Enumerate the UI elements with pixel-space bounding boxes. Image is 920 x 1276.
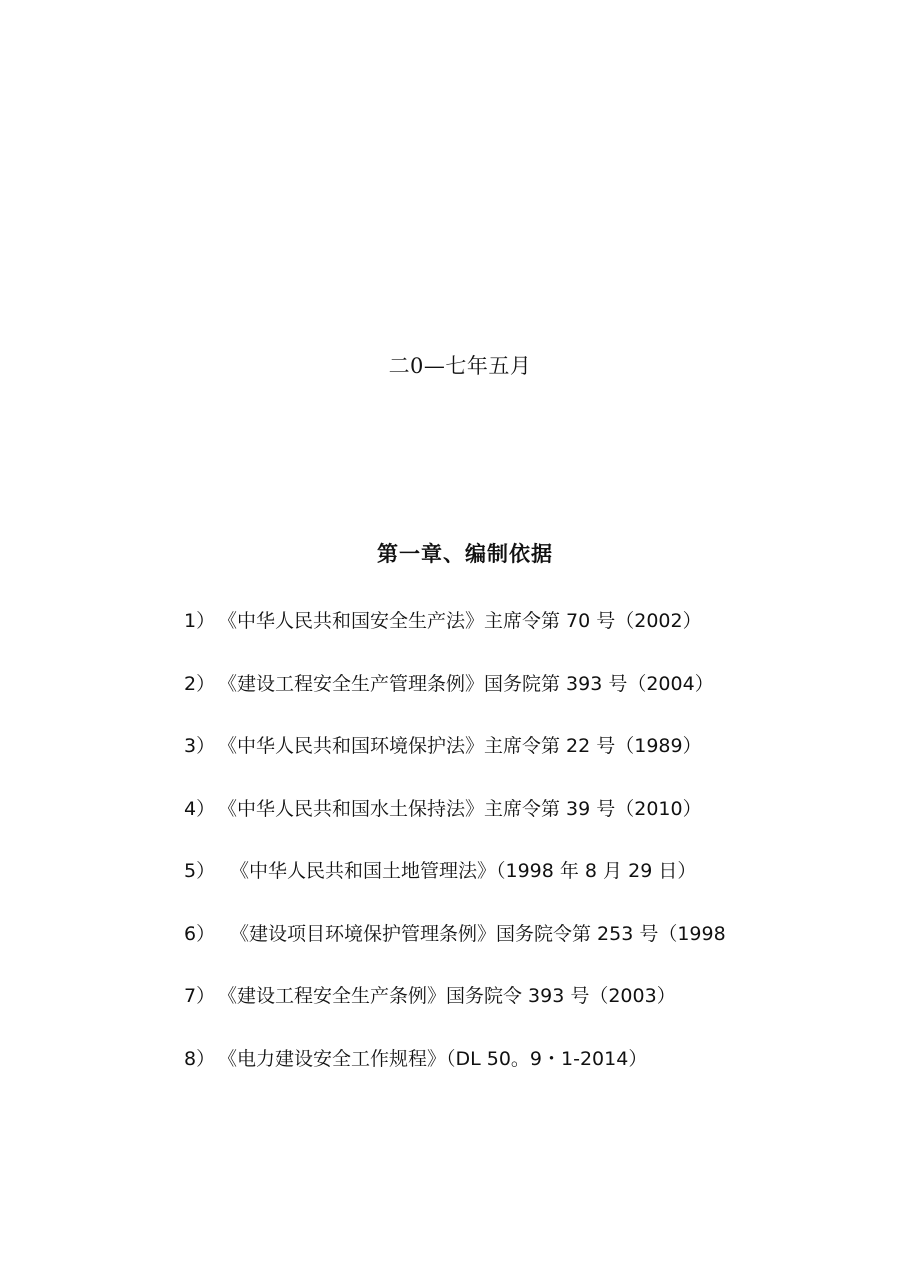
chapter-heading: 第一章、编制依据 — [377, 542, 553, 566]
reference-list — [184, 606, 884, 1106]
reference-number: 5） — [184, 860, 216, 882]
reference-item — [184, 794, 884, 857]
reference-text: 《中华人民共和国环境保护法》主席令第 22 号（1989） — [218, 735, 702, 757]
reference-number: 4） — [184, 797, 216, 820]
reference-number: 3） — [184, 735, 216, 757]
reference-item — [184, 919, 884, 982]
reference-number: 1） — [184, 610, 216, 632]
reference-item — [184, 856, 884, 919]
reference-text: 《电力建设安全工作规程》（DL 50。9・1-2014） — [218, 1047, 648, 1070]
reference-item — [184, 731, 884, 794]
reference-number: 6） — [184, 922, 216, 945]
document-date: 二0—七年五月 — [388, 354, 532, 378]
reference-text: 《建设工程安全生产条例》国务院令 393 号（2003） — [218, 985, 676, 1007]
reference-number: 2） — [184, 672, 216, 695]
reference-item — [184, 1044, 884, 1107]
reference-item — [184, 606, 884, 669]
reference-text: 《中华人民共和国安全生产法》主席令第 70 号（2002） — [218, 610, 702, 632]
reference-text: 《建设工程安全生产管理条例》国务院第 393 号（2004） — [218, 672, 714, 695]
reference-item — [184, 981, 884, 1044]
reference-number: 7） — [184, 985, 216, 1007]
reference-item — [184, 669, 884, 732]
reference-number: 8） — [184, 1047, 216, 1070]
reference-text: 《中华人民共和国土地管理法》（1998 年 8 月 29 日） — [230, 860, 697, 882]
reference-text: 《中华人民共和国水土保持法》主席令第 39 号（2010） — [218, 797, 702, 820]
reference-text: 《建设项目环境保护管理条例》国务院令第 253 号（1998 — [230, 922, 726, 945]
